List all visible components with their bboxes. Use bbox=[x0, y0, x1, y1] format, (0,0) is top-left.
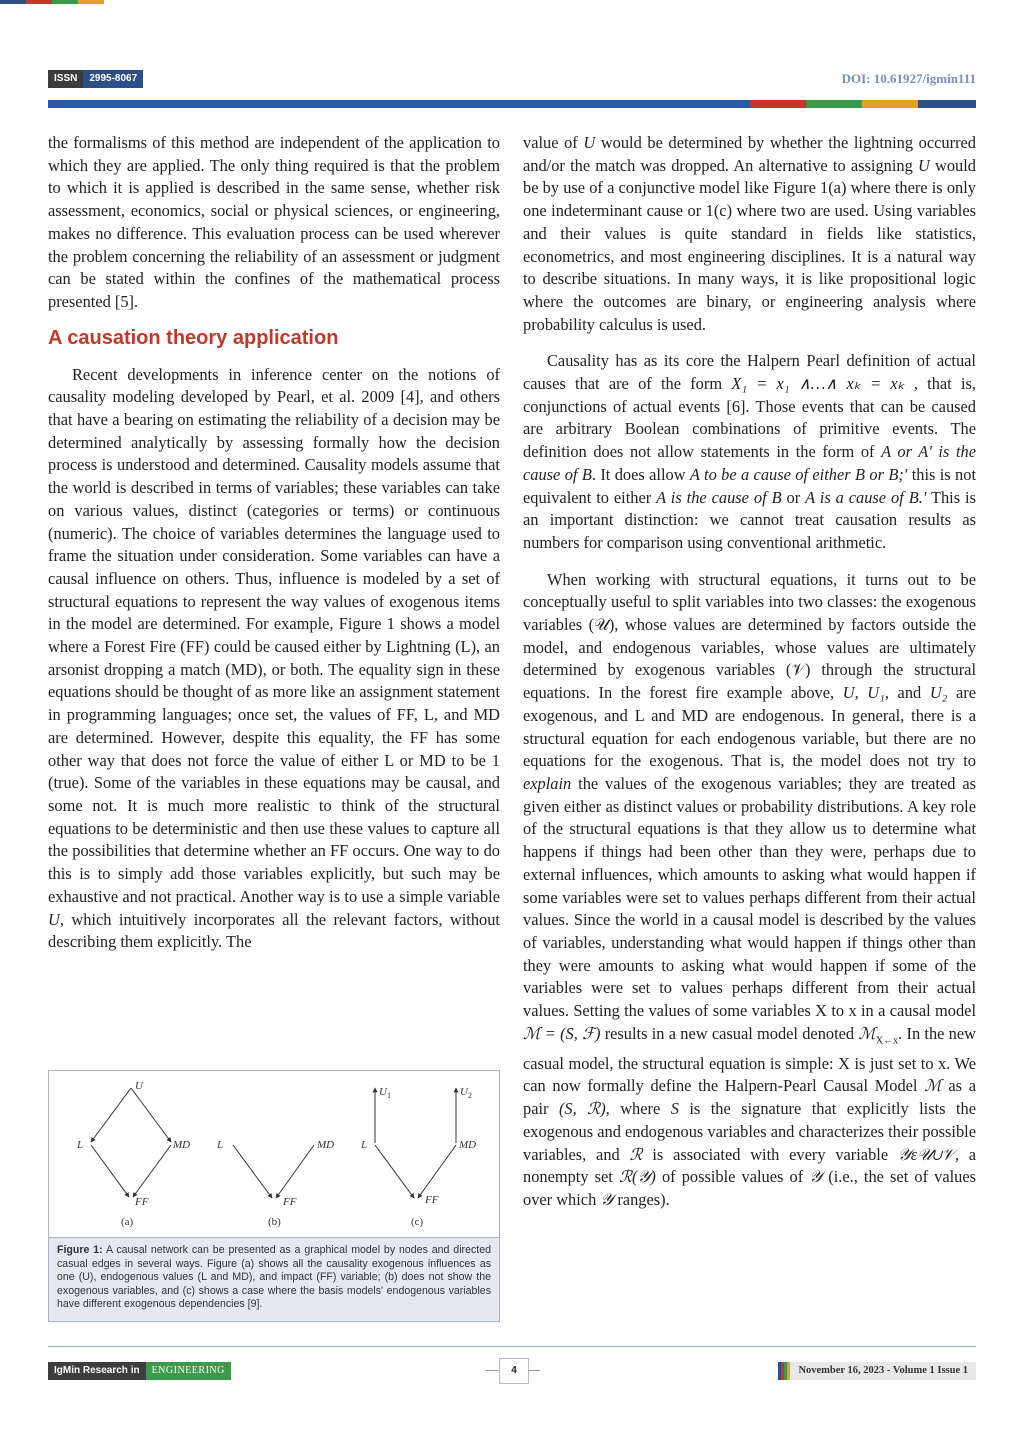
issn-label: ISSN bbox=[48, 70, 83, 88]
top-color-stripe bbox=[0, 0, 104, 4]
node-ff: FF bbox=[135, 1196, 149, 1208]
paragraph: Causality has as its core the Halpern Pearl definition of actual causes that are of the form X₁ = x₁ ∧…∧ xₖ = xₖ , that is, conjunctions of actual events [6]. Those events that can be caused are arbitrary Boolean combinations of primitive events. The definition does not allow statements in the form of A or A' is the cause of B. It does allow A to be a cause of either B or B;' this is not equivalent to either A is the cause of B or A is a cause of B.' This is an important distinction: we cannot treat causation results as numbers for comparison using conventional arithmetic. bbox=[523, 351, 976, 552]
doi-link[interactable]: DOI: 10.61927/igmin111 bbox=[841, 71, 976, 86]
footer-divider bbox=[48, 1346, 976, 1347]
figure-1 bbox=[48, 1070, 500, 1322]
journal-name: IgMin Research in bbox=[48, 1362, 146, 1380]
sub-label-b: (b) bbox=[268, 1216, 281, 1228]
node-md: MD bbox=[173, 1139, 191, 1151]
issn-number: 2995-8067 bbox=[83, 70, 143, 88]
causal-network-diagram bbox=[49, 1071, 499, 1237]
section-heading: A causation theory application bbox=[48, 326, 339, 349]
journal-section: ENGINEERING bbox=[146, 1362, 231, 1380]
node-l: L bbox=[217, 1139, 224, 1151]
sub-label-a: (a) bbox=[121, 1216, 134, 1228]
paragraph: Recent developments in inference center on the notions of causality modeling developed by Pearl, et al. 2009 [4], and others that have a bearing on estimating the reliability of a decision may be determined analytically by assessing formally how the decision process is understood and determined. Causality models assume that the world is described in terms of variables; these variables can take on various values, distinct (categories or terms) or continuous (numeric). The choice of variables determines the language used to frame the situation under consideration. Some variables can have a causal influence on others. Thus, influence is modeled by a set of structural equations to represent the way values of exogenous items in the model are determined. For example, Figure 1 shows a model where a Forest Fire (FF) could be caused either by Lightning (L), an arsonist dropping a match (MD), or both. The equality sign in these equations should be thought of as more like an assignment statement in programming languages; once set, the values of FF, L, and MD are determined. However, despite this equality, the FF has some other way that does not force the value of either L or MD to be 1 (true). Some of the variables in these equations may be causal, and some not. It is much more realistic to think of the structural equations to be deterministic and then use these values to capture all the possibilities that determine whether an FF occurs. One way to do this is to simply add those variables explicitly, but such may be exhaustive and not practical. Another way is to use a simple variable U, which intuitively incorporates all the relevant factors, without describing them explicitly. The bbox=[48, 364, 500, 952]
paragraph: the formalisms of this method are independent of the application to which they are applied. The only thing required is that the problem to which it is applied is described in the same sense, whether risk assessment, economics, social or physical sciences, or engineering, makes no difference. This evaluation process can be used wherever the problem concerning the reliability of an assessment or judgment can be stated within the confines of the mathematical process presented [5]. bbox=[48, 133, 500, 311]
formula: X₁ = x₁ ∧…∧ xₖ = xₖ bbox=[731, 374, 905, 394]
node-l: L bbox=[361, 1139, 368, 1151]
figure-caption: Figure 1: A causal network can be presented as a graphical model by nodes and directed casual edges in several ways. Figure (a) shows all the causality exogenous influences as one (U), endogenous values (L and MD), and impact (FF) variable; (b) does not show the exogenous variables, and (c) shows a case where the basis models' endogenous variables have different exogenous dependencies [9]. bbox=[49, 1237, 499, 1321]
journal-badge bbox=[48, 1362, 231, 1380]
page-number: 4 bbox=[499, 1358, 529, 1384]
issn-badge bbox=[48, 70, 143, 88]
node-md: MD bbox=[459, 1139, 477, 1151]
diagram-c bbox=[360, 1086, 476, 1228]
node-u1: $U_1$ bbox=[379, 1086, 391, 1100]
page-number-rule-left bbox=[486, 1370, 498, 1371]
node-md: MD bbox=[317, 1139, 335, 1151]
sub-label-c: (c) bbox=[411, 1216, 424, 1228]
left-column bbox=[48, 132, 500, 954]
issue-badge bbox=[778, 1362, 976, 1380]
node-l: L bbox=[77, 1139, 84, 1151]
node-ff: FF bbox=[283, 1196, 297, 1208]
issue-date: November 16, 2023 - Volume 1 Issue 1 bbox=[790, 1362, 976, 1380]
node-u: U bbox=[135, 1080, 143, 1092]
diagram-b bbox=[216, 1139, 334, 1228]
paragraph: value of U would be determined by whether the lightning occurred and/or the match was dropped. An alternative to assigning U would be by use of a conjunctive model like Figure 1(a) where there is only one indeterminant cause or 1(c) where two are used. Using variables and their values is quite standard in fields like statistics, econometrics, and most engineering disciplines. It is a natural way to describe situations. In many ways, it is like propositional logic where the outcomes are binary, or engineering analysis where probability calculus is used. bbox=[523, 133, 977, 334]
issue-color-bars bbox=[778, 1362, 790, 1380]
header-bar bbox=[48, 100, 976, 108]
page-header bbox=[48, 70, 976, 90]
page-number-rule-right bbox=[528, 1370, 540, 1371]
paragraph: When working with structural equations, it turns out to be conceptually useful to split variables into two classes: the exogenous variables (𝒰), whose values are determined by factors outside the model, and endogenous variables, whose values are ultimately determined by exogenous variables (𝒱) through the structural equations. In the forest fire example above, U, U₁, and U₂ are exogenous, and L and MD are endogenous. In general, there is a structural equation for each endogenous variable, but there are no equations for the exogenous. That is, the model does not try to explain the values of the exogenous variables; they are treated as given either as distinct values or probability distributions. A key role of the structural equations is that they allow us to determine what happens if things had been other than they were, perhaps due to external influences, which amounts to asking what would happen if some variables were set to values perhaps different from their actual values. Since the world in a causal model is described by the values of variables, understanding what would happen if things other than they were amounts to asking what would happen if some of the variables were set to values perhaps different from their actual values. Setting the values of some variables X to x in a causal model ℳ = (S, ℱ) results in a new casual model denoted ℳ$_{X\leftarrow x}$. In the new casual model, the structural equation is simple: X is just set to x. We can now formally define the Halpern-Pearl Causal Model ℳ as a pair (S, ℛ), where S is the signature that explicitly lists the exogenous and endogenous variables and characterizes their possible variables, and ℛ is associated with every variable 𝒴ε𝒰∪𝒱, a nonempty set ℛ(𝒴) of possible values of 𝒴 (i.e., the set of values over which 𝒴 ranges). bbox=[523, 569, 977, 1209]
node-u2: $U_2$ bbox=[460, 1086, 472, 1100]
node-ff: FF bbox=[425, 1194, 439, 1206]
diagram-a bbox=[76, 1080, 190, 1228]
right-column bbox=[523, 132, 976, 1212]
